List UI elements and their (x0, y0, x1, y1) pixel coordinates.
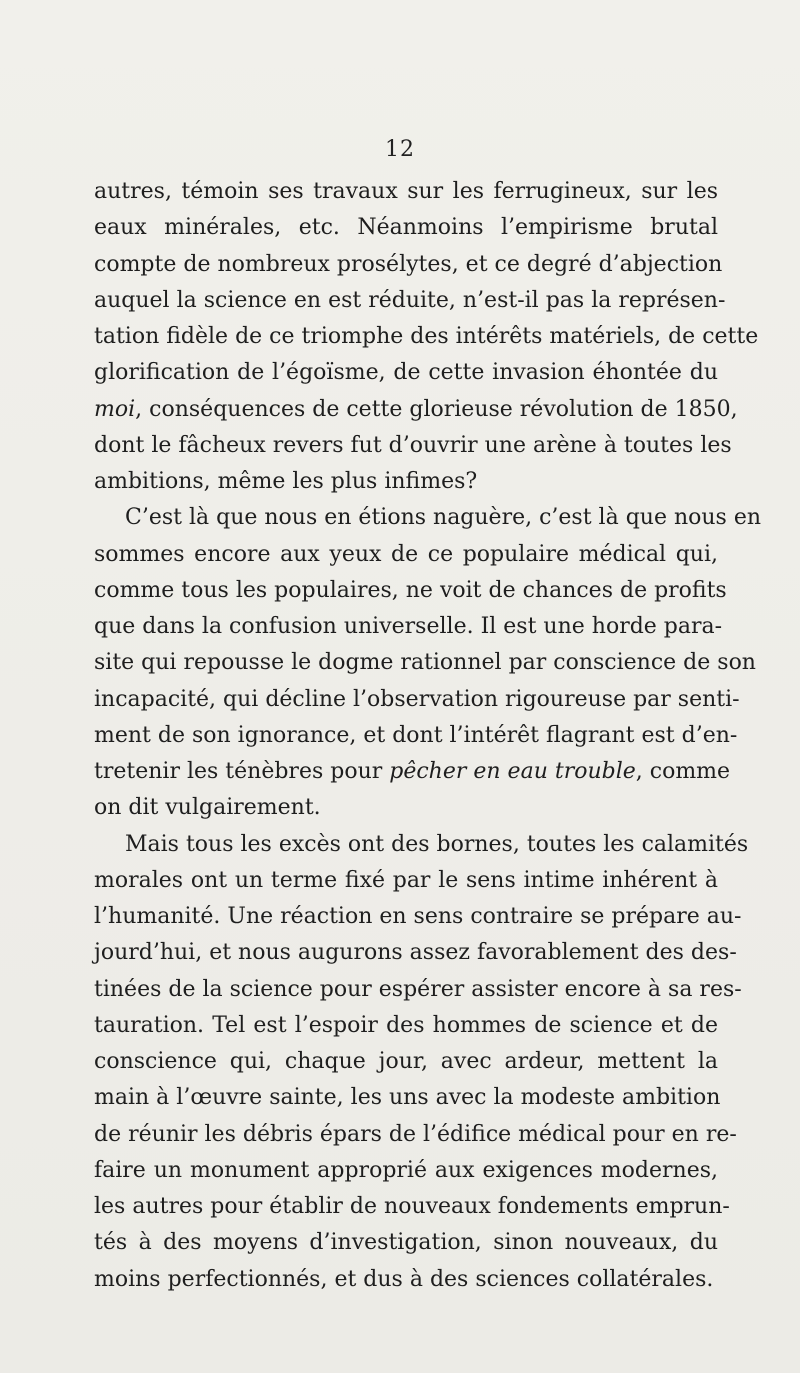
text-line: tés à des moyens d’investigation, sinon nouveaux, du (94, 1230, 718, 1256)
text-line: tation fidèle de ce triomphe des intérêts matériels, de cette (94, 324, 759, 349)
text-line: autres, témoin ses travaux sur les ferrugineux, sur les (94, 179, 718, 204)
text-line: tauration. Tel est l’espoir des hommes de science et de (94, 1012, 718, 1038)
text-line: tinées de la science pour espérer assister encore à sa res- (94, 976, 742, 1002)
text-line: l’humanité. Une réaction en sens contraire se prépare au- (94, 904, 742, 929)
text-line: on dit vulgairement. (94, 795, 321, 821)
text-segment: tretenir les ténèbres pour (94, 759, 390, 784)
text-line: morales ont un terme fixé par le sens intime inhérent à (94, 867, 718, 893)
paragraph-start-line: Mais tous les excès ont des bornes, toutes les calamités (125, 831, 749, 857)
body-text (94, 174, 762, 1298)
text-line: ambitions, même les plus infimes? (94, 469, 478, 494)
text-line: de réunir les débris épars de l’édifice médical pour en re- (94, 1121, 737, 1147)
text-line: faire un monument approprié aux exigences modernes, (94, 1157, 718, 1183)
italic-word: moi (94, 396, 136, 422)
text-line: eaux minérales, etc. Néanmoins l’empirisme brutal (94, 215, 718, 241)
text-line (94, 392, 738, 428)
text-line: les autres pour établir de nouveaux fondements emprun- (94, 1194, 730, 1219)
text-line: compte de nombreux prosélytes, et ce degré d’abjection (94, 251, 723, 277)
text-line: site qui repousse le dogme rationnel par conscience de son (94, 650, 756, 676)
page-number: 12 (385, 137, 415, 162)
text-line: incapacité, qui décline l’observation rigoureuse par senti- (94, 686, 740, 712)
text-line: sommes encore aux yeux de ce populaire médical qui, (94, 541, 718, 567)
text-segment: , conséquences de cette glorieuse révolution de 1850, (135, 396, 738, 422)
text-line: main à l’œuvre sainte, les uns avec la modeste ambition (94, 1085, 721, 1111)
text-line: dont le fâcheux revers fut d’ouvrir une arène à toutes les (94, 432, 732, 458)
text-line: ment de son ignorance, et dont l’intérêt flagrant est d’en- (94, 722, 738, 748)
paragraph-start-line: C’est là que nous en étions naguère, c’est là que nous en (125, 505, 762, 531)
text-segment: , comme (635, 759, 731, 784)
text-line: jourd’hui, et nous augurons assez favorablement des des- (94, 940, 737, 966)
italic-phrase: pêcher en eau trouble (389, 759, 636, 784)
text-line (94, 754, 731, 790)
text-line: glorification de l’égoïsme, de cette invasion éhontée du (94, 360, 718, 386)
text-line: que dans la confusion universelle. Il est une horde para- (94, 614, 723, 639)
text-line: auquel la science en est réduite, n’est-il pas la représen- (94, 287, 726, 313)
text-line: moins perfectionnés, et dus à des sciences collatérales. (94, 1266, 714, 1292)
text-line: conscience qui, chaque jour, avec ardeur, mettent la (94, 1049, 718, 1074)
text-line: comme tous les populaires, ne voit de chances de profits (94, 577, 727, 603)
